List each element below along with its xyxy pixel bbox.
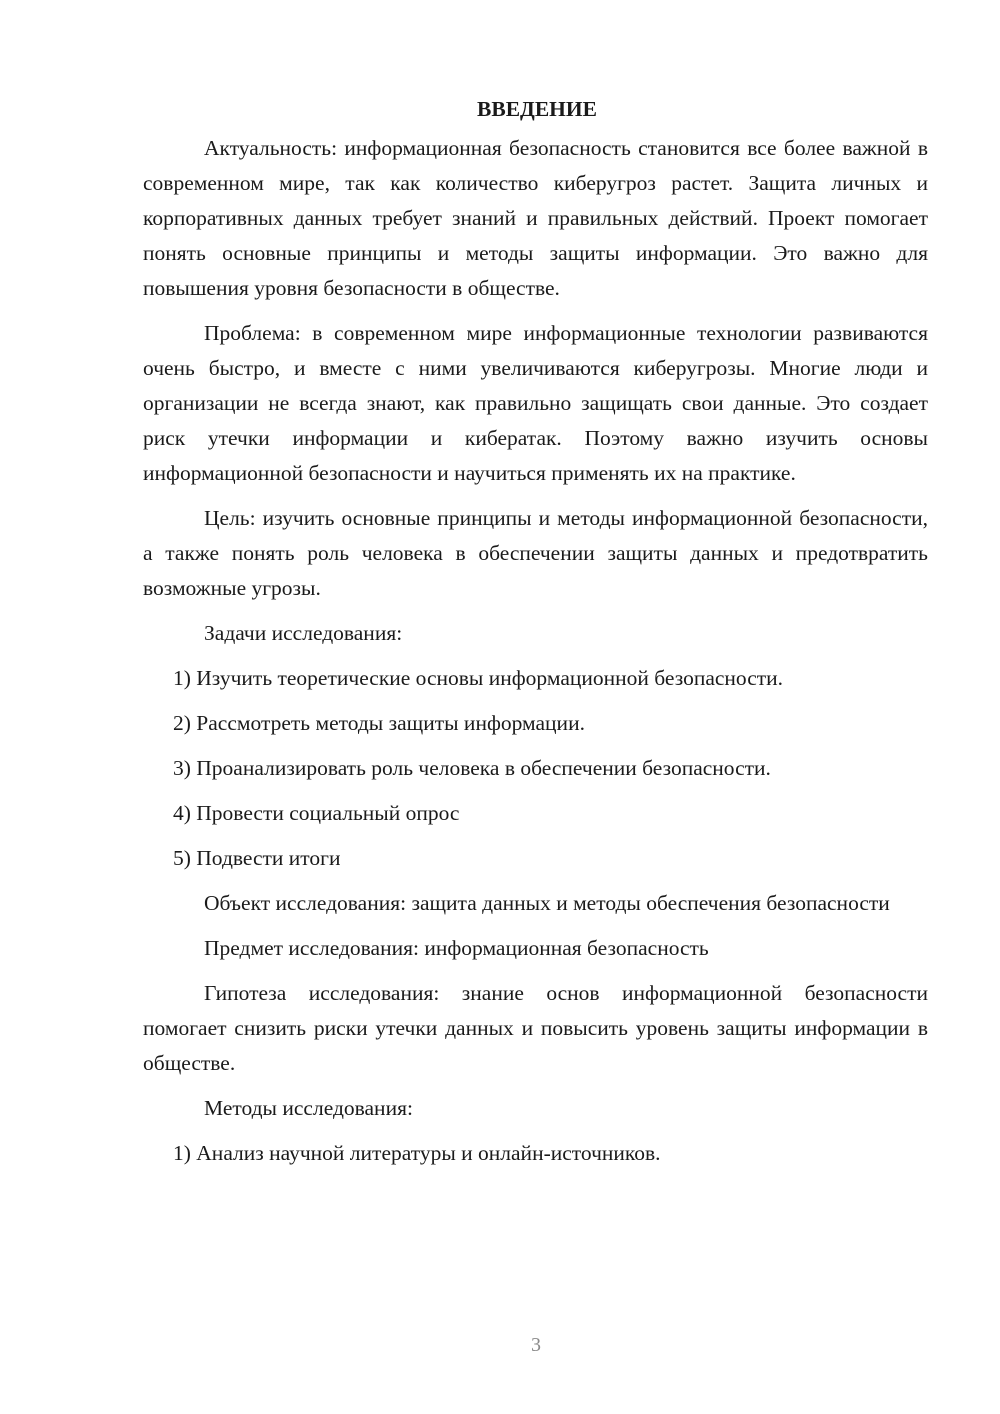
- tasks-title: Задачи исследования:: [204, 621, 403, 645]
- task-item: 4) Провести социальный опрос: [173, 801, 460, 825]
- section-heading: ВВЕДЕНИЕ: [477, 97, 597, 121]
- page-number: 3: [531, 1334, 541, 1356]
- goal-paragraph: Цель: изучить основные принципы и методы информационной безопасности, а также понять роль человека в обеспечении защиты данных и предотвратить возможные угрозы.: [143, 506, 928, 600]
- methods-list: [143, 1136, 928, 1171]
- task-item: 2) Рассмотреть методы защиты информации.: [173, 711, 585, 735]
- methods-title: Методы исследования:: [204, 1096, 413, 1120]
- relevance-paragraph: Актуальность: информационная безопасность становится все более важной в современном мире, так как количество киберугроз растет. Защита личных и корпоративных данных требует знаний и правильных действий. Проект помогает понять основные принципы и методы защиты информации. Это важно для повышения уровня безопасности в обществе.: [143, 136, 928, 300]
- subject-paragraph: Предмет исследования: информационная безопасность: [204, 936, 709, 960]
- problem-paragraph: Проблема: в современном мире информационные технологии развиваются очень быстро, и вместе с ними увеличиваются киберугрозы. Многие люди и организации не всегда знают, как правильно защищать свои данные. Это создает риск утечки информации и кибератак. Поэтому важно изучить основы информационной безопасности и научиться применять их на практике.: [143, 321, 928, 485]
- method-item: 1) Анализ научной литературы и онлайн-источников.: [173, 1141, 661, 1165]
- document-page: [143, 92, 928, 1181]
- hypothesis-paragraph: Гипотеза исследования: знание основ информационной безопасности помогает снизить риски утечки данных и повысить уровень защиты информации в обществе.: [143, 981, 928, 1075]
- object-paragraph: Объект исследования: защита данных и методы обеспечения безопасности: [204, 891, 890, 915]
- tasks-list: [143, 661, 928, 876]
- task-item: 3) Проанализировать роль человека в обеспечении безопасности.: [173, 756, 771, 780]
- task-item: 5) Подвести итоги: [173, 846, 341, 870]
- task-item: 1) Изучить теоретические основы информационной безопасности.: [173, 666, 784, 690]
